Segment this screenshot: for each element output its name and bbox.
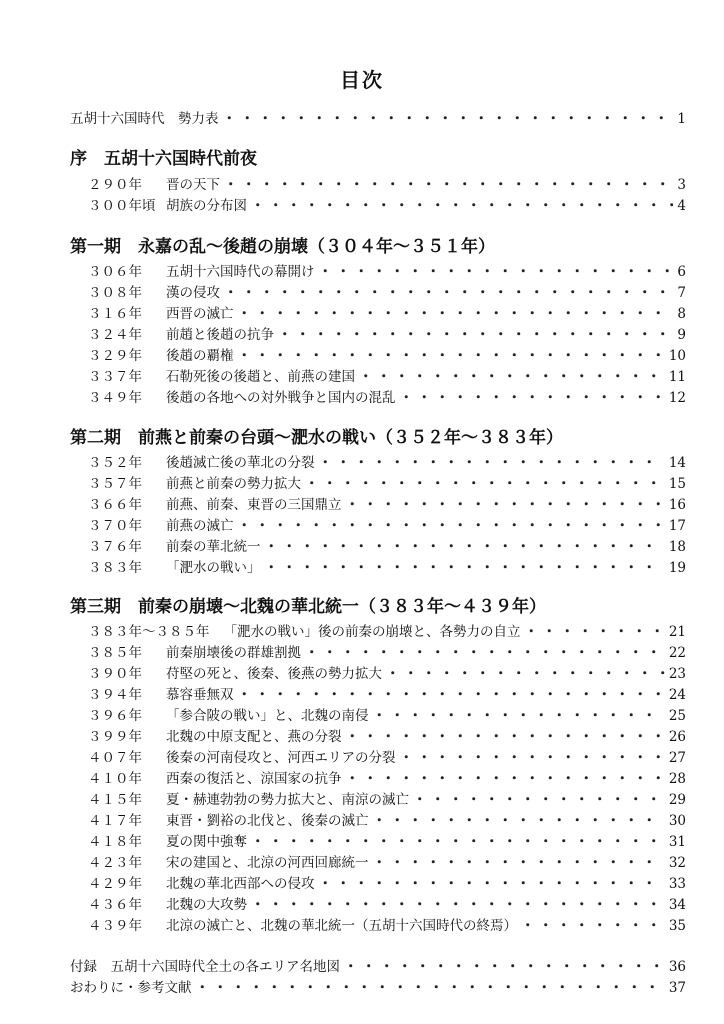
entry-text: 西晋の滅亡 — [166, 306, 234, 322]
toc-entry[interactable] — [88, 644, 686, 662]
dot-leader — [305, 475, 665, 493]
entry-text: 慕容垂無双 — [166, 687, 234, 703]
toc-entry[interactable] — [88, 475, 686, 493]
dot-leader — [251, 896, 665, 914]
toc-entry[interactable] — [88, 770, 686, 788]
toc-entry-appendix[interactable] — [70, 958, 686, 976]
page-number: 22 — [668, 645, 686, 661]
toc-entry[interactable] — [88, 686, 686, 704]
dot-leader — [400, 749, 665, 767]
page-number: 32 — [668, 855, 686, 871]
toc-entry[interactable] — [88, 368, 686, 386]
entry-text: 後秦の河南侵攻と、河西エリアの分裂 — [166, 750, 396, 766]
dot-leader — [359, 368, 665, 386]
dot-leader — [319, 454, 665, 472]
dot-leader — [251, 833, 665, 851]
toc-entry[interactable] — [88, 875, 686, 893]
dot-leader — [373, 707, 665, 725]
entry-text: 五胡十六国時代の幕開け — [166, 264, 315, 280]
entry-text: 石勒死後の後趙と、前燕の建国 — [166, 369, 355, 385]
dot-leader — [238, 305, 674, 323]
toc-entry[interactable] — [88, 496, 686, 514]
toc-entry[interactable] — [88, 812, 686, 830]
page-number: 33 — [668, 876, 686, 892]
entry-year: ４３９年 — [88, 918, 142, 934]
entry-text: 胡族の分布図 — [166, 198, 247, 214]
page-number: 12 — [668, 390, 686, 406]
entry-text: 五胡十六国時代 勢力表 — [70, 111, 219, 127]
dot-leader — [223, 110, 674, 128]
page-number: 15 — [668, 476, 686, 492]
entry-year: ３０６年 — [88, 264, 142, 280]
entry-text: 北魏の大攻勢 — [166, 897, 247, 913]
page-number: 30 — [668, 813, 686, 829]
entry-year: ４１５年 — [88, 792, 142, 808]
page-number: 36 — [668, 959, 686, 975]
entry-text: 苻堅の死と、後秦、後燕の勢力拡大 — [166, 666, 382, 682]
entry-year: ３９０年 — [88, 666, 142, 682]
dot-leader — [238, 686, 665, 704]
page-number: 19 — [668, 560, 686, 576]
entry-text: 夏の関中強奪 — [166, 834, 247, 850]
toc-entry[interactable] — [88, 749, 686, 767]
page-number: 8 — [677, 306, 686, 322]
entry-year: ３８３年 — [88, 560, 142, 576]
toc-entry[interactable] — [88, 326, 686, 344]
section-heading-period-2: 第二期 前燕と前秦の台頭～淝水の戦い（３５２年～３８３年） — [70, 428, 563, 448]
dot-leader — [238, 347, 665, 365]
dot-leader — [238, 517, 665, 535]
dot-leader — [400, 389, 665, 407]
page-number: 25 — [668, 708, 686, 724]
page-number: 1 — [677, 111, 686, 127]
entry-text: 宋の建国と、北涼の河西回廊統一 — [166, 855, 369, 871]
page-number: 23 — [668, 666, 686, 682]
entry-text: 前燕の滅亡 — [166, 518, 234, 534]
entry-year: ３５７年 — [88, 476, 142, 492]
page-number: 21 — [668, 624, 686, 640]
toc-entry[interactable] — [88, 665, 686, 683]
toc-entry-afterword[interactable] — [70, 979, 686, 997]
dot-leader — [196, 979, 665, 997]
toc-entry[interactable] — [88, 347, 686, 365]
toc-entry[interactable] — [88, 454, 686, 472]
section-heading-period-3: 第三期 前秦の崩壊～北魏の華北統一（３８３年～４３９年） — [70, 597, 546, 617]
entry-year: ３６６年 — [88, 497, 142, 513]
toc-entry[interactable] — [88, 728, 686, 746]
entry-text: 後趙の覇権 — [166, 348, 234, 364]
dot-leader — [346, 770, 665, 788]
page-number: 14 — [668, 455, 686, 471]
toc-entry[interactable] — [88, 517, 686, 535]
dot-leader — [319, 263, 674, 281]
entry-text: 前燕と前秦の勢力拡大 — [166, 476, 301, 492]
page-number: 16 — [668, 497, 686, 513]
dot-leader — [525, 623, 665, 641]
entry-year: ３７６年 — [88, 539, 142, 555]
page-number: 29 — [668, 792, 686, 808]
entry-text: 付録 五胡十六国時代全土の各エリア名地図 — [70, 959, 340, 975]
page-title: 目次 — [340, 68, 384, 92]
entry-text: 後趙滅亡後の華北の分裂 — [166, 455, 315, 471]
entry-year: ３８３年～３８５年 — [88, 624, 210, 640]
dot-leader — [373, 854, 665, 872]
toc-entry[interactable] — [88, 305, 686, 323]
entry-year: ３９９年 — [88, 729, 142, 745]
entry-text: 北魏の中原支配と、燕の分裂 — [166, 729, 342, 745]
entry-year: ３５２年 — [88, 455, 142, 471]
entry-text: 前秦の華北統一 — [166, 539, 261, 555]
entry-year: ４０７年 — [88, 750, 142, 766]
entry-year: ４３６年 — [88, 897, 142, 913]
entry-year: ３９４年 — [88, 687, 142, 703]
entry-text: 前趙と後趙の抗争 — [166, 327, 274, 343]
toc-entry[interactable] — [88, 284, 686, 302]
entry-year: ３２４年 — [88, 327, 142, 343]
dot-leader — [346, 728, 665, 746]
toc-entry[interactable] — [88, 263, 686, 281]
toc-entry-intro[interactable] — [70, 110, 686, 128]
entry-year: ３１６年 — [88, 306, 142, 322]
page-number: 10 — [668, 348, 686, 364]
toc-entry[interactable] — [88, 896, 686, 914]
entry-year: ３３７年 — [88, 369, 142, 385]
entry-text: 晋の天下 — [166, 177, 220, 193]
toc-entry[interactable] — [88, 623, 686, 641]
dot-leader — [373, 812, 665, 830]
entry-text: 「淝水の戦い」後の前秦の崩壊と、各勢力の自立 — [223, 624, 521, 640]
entry-year: ３８５年 — [88, 645, 142, 661]
dot-leader — [413, 791, 665, 809]
dot-leader — [346, 496, 665, 514]
section-heading-period-1: 第一期 永嘉の乱～後趙の崩壊（３０４年～３５１年） — [70, 237, 495, 257]
page-number: 24 — [668, 687, 686, 703]
entry-text: 「参合陂の戦い」と、北魏の南侵 — [166, 708, 369, 724]
page-number: 18 — [668, 539, 686, 555]
page-number: 9 — [677, 327, 686, 343]
page-number: 34 — [668, 897, 686, 913]
page-number: 7 — [677, 285, 686, 301]
dot-leader — [265, 559, 665, 577]
page-number: 26 — [668, 729, 686, 745]
entry-year: ３００年頃 — [88, 198, 156, 214]
dot-leader — [224, 176, 673, 194]
toc-entry[interactable] — [88, 389, 686, 407]
toc-entry[interactable] — [88, 559, 686, 577]
entry-text: おわりに・参考文献 — [70, 980, 192, 996]
page-number: 11 — [668, 369, 686, 385]
toc-entry[interactable] — [88, 176, 686, 194]
entry-year: ３９６年 — [88, 708, 142, 724]
entry-year: ４２９年 — [88, 876, 142, 892]
entry-year: ４１０年 — [88, 771, 142, 787]
page-number: 27 — [668, 750, 686, 766]
entry-year: ３０８年 — [88, 285, 142, 301]
toc-entry[interactable] — [88, 197, 686, 215]
dot-leader — [319, 875, 665, 893]
entry-text: 北涼の滅亡と、北魏の華北統一（五胡十六国時代の終焉） — [166, 918, 517, 934]
dot-leader — [521, 917, 665, 935]
dot-leader — [305, 644, 665, 662]
entry-year: ４１８年 — [88, 834, 142, 850]
dot-leader — [251, 197, 673, 215]
entry-text: 東晋・劉裕の北伐と、後秦の滅亡 — [166, 813, 369, 829]
toc-entry[interactable] — [88, 707, 686, 725]
toc-entry[interactable] — [88, 833, 686, 851]
page-number: 37 — [668, 980, 686, 996]
entry-year: ３２９年 — [88, 348, 142, 364]
page-number: 4 — [677, 198, 686, 214]
toc-entry[interactable] — [88, 854, 686, 872]
toc-entry[interactable] — [88, 791, 686, 809]
entry-text: 北魏の華北西部への侵攻 — [166, 876, 315, 892]
entry-year: ３７０年 — [88, 518, 142, 534]
toc-entry[interactable] — [88, 917, 686, 935]
page-number: 3 — [677, 177, 686, 193]
entry-text: 夏・赫連勃勃の勢力拡大と、南涼の滅亡 — [166, 792, 409, 808]
page-number: 31 — [668, 834, 686, 850]
page-number: 28 — [668, 771, 686, 787]
page-number: 35 — [668, 918, 686, 934]
entry-year: ３４９年 — [88, 390, 142, 406]
entry-text: 漢の侵攻 — [166, 285, 220, 301]
page-number: 17 — [668, 518, 686, 534]
section-heading-prologue: 序 五胡十六国時代前夜 — [70, 149, 257, 169]
entry-text: 「淝水の戦い」 — [166, 560, 261, 576]
entry-text: 前燕、前秦、東晋の三国鼎立 — [166, 497, 342, 513]
page-number: 6 — [677, 264, 686, 280]
entry-year: ２９０年 — [88, 177, 142, 193]
dot-leader — [265, 538, 665, 556]
dot-leader — [386, 665, 665, 683]
dot-leader — [224, 284, 673, 302]
toc-entry[interactable] — [88, 538, 686, 556]
dot-leader — [278, 326, 673, 344]
entry-text: 後趙の各地への対外戦争と国内の混乱 — [166, 390, 396, 406]
entry-text: 前秦崩壊後の群雄割拠 — [166, 645, 301, 661]
dot-leader — [344, 958, 665, 976]
entry-year: ４１７年 — [88, 813, 142, 829]
entry-year: ４２３年 — [88, 855, 142, 871]
entry-text: 西秦の復活と、涼国家の抗争 — [166, 771, 342, 787]
